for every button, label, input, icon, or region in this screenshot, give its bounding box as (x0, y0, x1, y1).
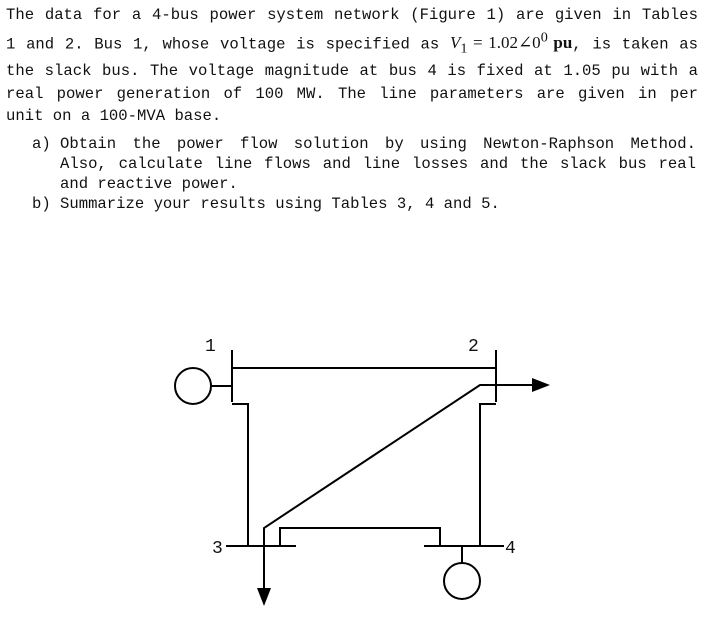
task-text-b: Summarize your results using Tables 3, 4 and 5. (60, 195, 500, 213)
bus-3-label: 3 (212, 539, 223, 559)
line-2-4 (480, 404, 496, 546)
bus-1-label: 1 (205, 337, 216, 357)
voltage-unit: pu (547, 33, 573, 53)
voltage-degree: 0 (540, 29, 548, 46)
load-3-arrow-icon (257, 588, 271, 606)
task-marker-b: b) (32, 195, 51, 213)
intro-text-after: , is taken as the slack bus. The voltage magnitude at bus 4 is fixed at 1.05 pu with a real power generation of 100 MW. The line parameters are given in per unit on a 100-MVA base. (6, 35, 698, 126)
bus-2-label: 2 (468, 337, 479, 357)
bus-4-label: 4 (505, 539, 516, 559)
task-marker-a: a) (32, 135, 51, 153)
intro-text-before: The data for a 4-bus power system network (Figure 1) are given in Tables 1 and 2. Bus 1, whose voltage is specified as (6, 6, 698, 54)
voltage-symbol: V (449, 33, 461, 53)
voltage-value: = 1.02∠0 (467, 33, 541, 53)
line-3-4 (280, 528, 440, 546)
generator-4-icon (444, 563, 480, 599)
line-2-3 (264, 385, 496, 546)
line-1-3 (232, 404, 248, 546)
voltage-subscript: 1 (460, 40, 468, 57)
task-text-a: Obtain the power flow solution by using Newton-Raphson Method. Also, calculate line flows and line losses and the slack bus real and reactive power. (60, 135, 696, 193)
load-2-arrow-icon (532, 378, 550, 392)
generator-1-icon (175, 368, 211, 404)
